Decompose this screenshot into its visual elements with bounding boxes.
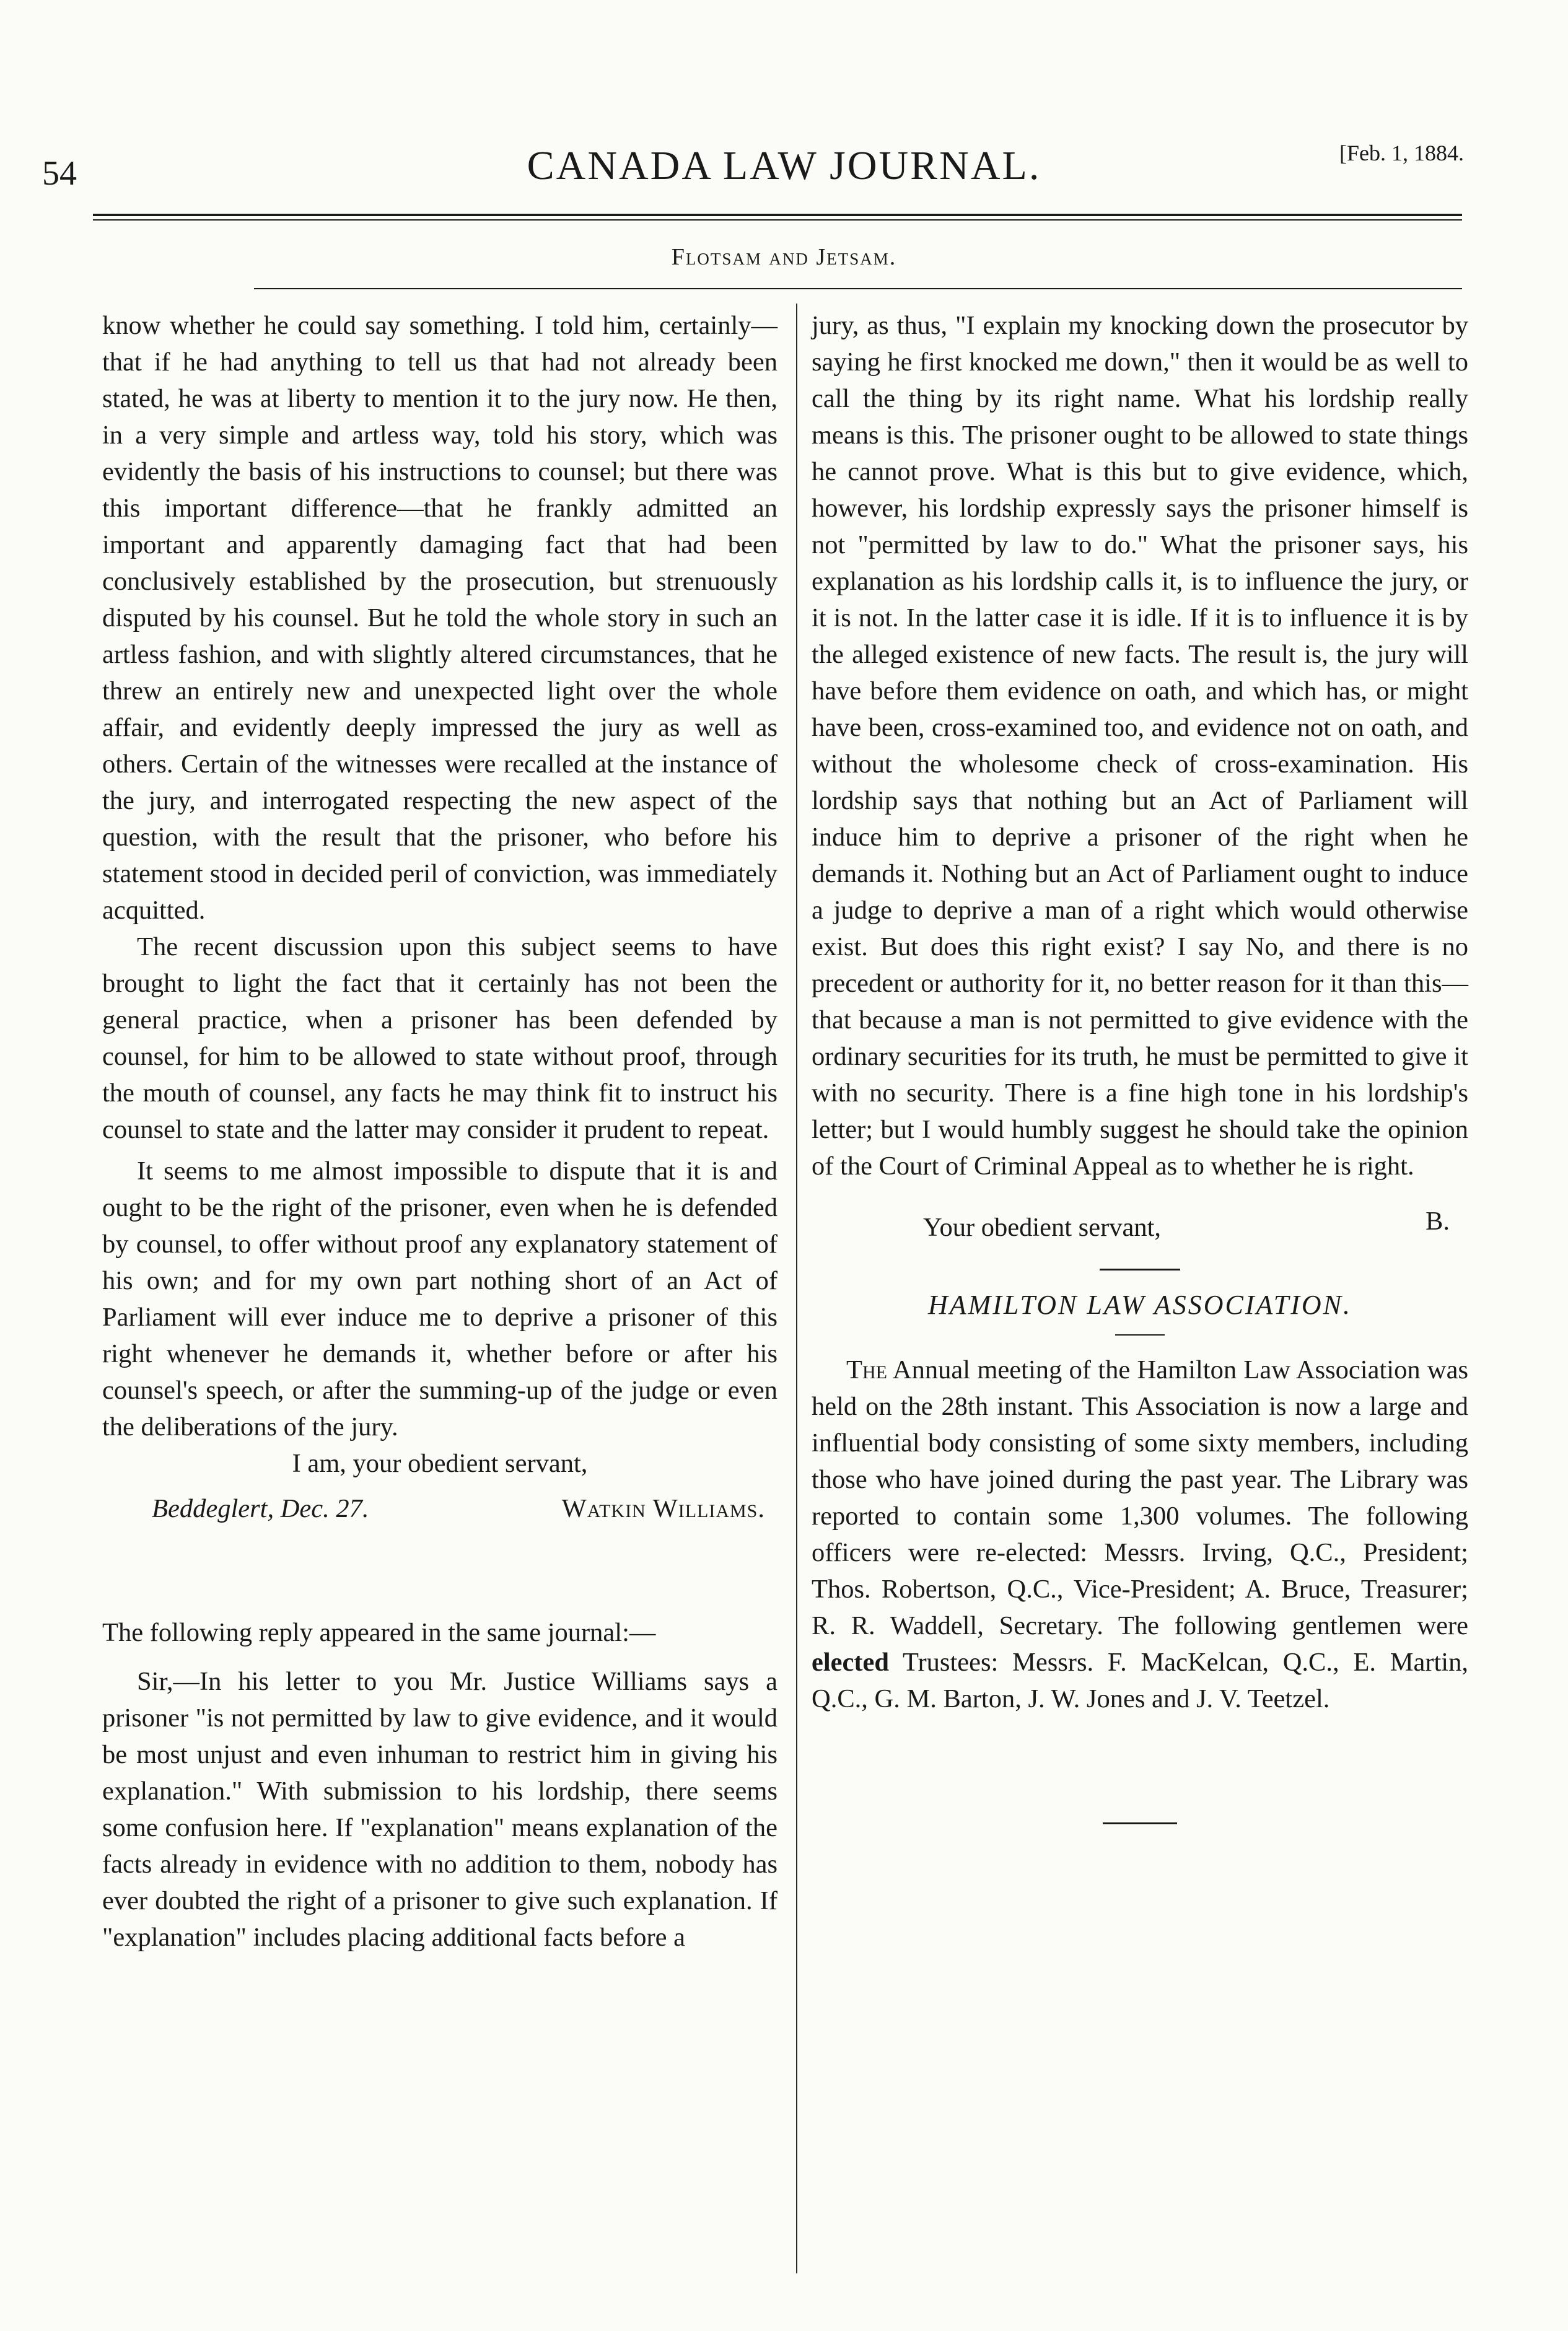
paragraph: It seems to me almost impossible to dispute that it is and ought to be the right of the prisoner, even when he is defended by counsel, to offer without proof any explanatory statement of his own; and for my own part nothing short of an Act of Parliament will ever induce me to deprive a prisoner of this right whenever he demands it, whether before or after his counsel's speech, or after the summing-up of the judge or even the deliberations of the jury. — [102, 1157, 777, 1441]
paragraph-text: Trustees: Messrs. F. MacKelcan, Q.C., E. Martin, Q.C., G. M. Barton, J. W. Jones and J. V. Teetzel. — [812, 1648, 1468, 1713]
left-column — [102, 307, 777, 1956]
signature-initial: B. — [1426, 1207, 1450, 1236]
letter-location-date: Beddeglert, Dec. 27. — [152, 1494, 369, 1523]
lead-word: The — [846, 1355, 887, 1384]
section-title: Flotsam and Jetsam. — [671, 244, 897, 270]
section-rule — [254, 288, 1462, 289]
journal-title: CANADA LAW JOURNAL. — [527, 143, 1041, 188]
divider — [1103, 1822, 1177, 1824]
right-column — [812, 307, 1468, 1840]
signature-name: Watkin Williams. — [561, 1494, 765, 1523]
closing-salutation: Your obedient servant, — [923, 1213, 1162, 1242]
page-number: 54 — [42, 154, 77, 193]
issue-date: [Feb. 1, 1884. — [1339, 141, 1464, 165]
paragraph — [812, 1352, 1468, 1717]
divider — [1100, 1269, 1180, 1270]
paragraph-text: Annual meeting of the Hamilton Law Association was held on the 28th instant. This Association is now a large and influential body consisting of some sixty members, including those who have joined during the past year. The Library was reported to contain some 1,300 volumes. The following officers were re-elected: Messrs. Irving, Q.C., President; Thos. Robertson, Q.C., Vice-President; A. Bruce, Treasurer; R. R. Waddell, Secretary. The following gentlemen were — [812, 1355, 1468, 1640]
divider — [1115, 1334, 1165, 1336]
article-heading: HAMILTON LAW ASSOCIATION. — [927, 1290, 1352, 1320]
column-divider — [796, 304, 797, 2273]
signature-block — [102, 1490, 777, 1534]
paragraph: The following reply appeared in the same journal:— — [102, 1618, 656, 1647]
paragraph: jury, as thus, "I explain my knocking down the prosecutor by saying he first knocked me down," then it would be as well to call the thing by its right name. What his lordship really means is this. The prisoner ought to be allowed to state things he cannot prove. What is this but to give evidence, which, however, his lordship expressly says the prisoner himself is not "permitted by law to do." What the prisoner says, his explanation as his lordship calls it, is to influence the jury, or it is not. In the latter case it is idle. If it is to influence it is by the alleged existence of new facts. The result is, the jury will have before them evidence on oath, and which has, or might have been, cross-examined too, and evidence not on oath, and without the wholesome check of cross-examination. His lordship says that nothing but an Act of Parliament will induce him to deprive a prisoner of the right when he demands it. Nothing but an Act of Parliament ought to induce a judge to deprive a man of a right which would otherwise exist. But does this right exist? I say No, and there is no precedent or authority for it, no better reason for it than this—that because a man is not permitted to give evidence with the ordinary securities for its truth, he must be permitted to give it with no security. There is a fine high tone in his lordship's letter; but I would humbly suggest he should take the opinion of the Court of Criminal Appeal as to whether he is right. — [812, 311, 1468, 1181]
paragraph: The recent discussion upon this subject seems to have brought to light the fact that it certainly has not been the general practice, when a prisoner has been defended by counsel, for him to be allowed to state without proof, through the mouth of counsel, any facts he may think fit to instruct his counsel to state and the latter may consider it prudent to repeat. — [102, 932, 777, 1144]
spacer — [102, 1534, 777, 1614]
closing-salutation: I am, your obedient servant, — [292, 1449, 588, 1478]
header-rule-thin — [93, 219, 1462, 221]
header-rule-thick — [93, 214, 1462, 216]
struck-word: elected — [812, 1648, 890, 1677]
paragraph: know whether he could say something. I told him, certainly—that if he had anything to tell us that had not already been stated, he was at liberty to mention it to the jury now. He then, in a very simple and artless way, told his story, which was evidently the basis of his instructions to counsel; but there was this important difference—that he frankly admitted an important and apparently damaging fact that had been conclusively established by the prosecution, but strenuously disputed by his counsel. But he told the whole story in such an artless fashion, and with slightly altered circumstances, that he threw an entirely new and unexpected light over the whole affair, and evidently deeply impressed the jury as well as others. Certain of the witnesses were recalled at the instance of the jury, and interrogated respecting the new aspect of the question, with the result that the prisoner, who before his statement stood in decided peril of conviction, was immediately acquitted. — [102, 311, 777, 925]
signature-block — [812, 1209, 1468, 1253]
paragraph: Sir,—In his letter to you Mr. Justice Williams says a prisoner "is not permitted by law to give evidence, and it would be most unjust and even inhuman to restrict him in giving his explanation." With submission to his lordship, there seems some confusion here. If "explanation" means explanation of the facts already in evidence with no addition to them, nobody has ever doubted the right of a prisoner to give such explanation. If "explanation" includes placing additional facts before a — [102, 1667, 777, 1952]
